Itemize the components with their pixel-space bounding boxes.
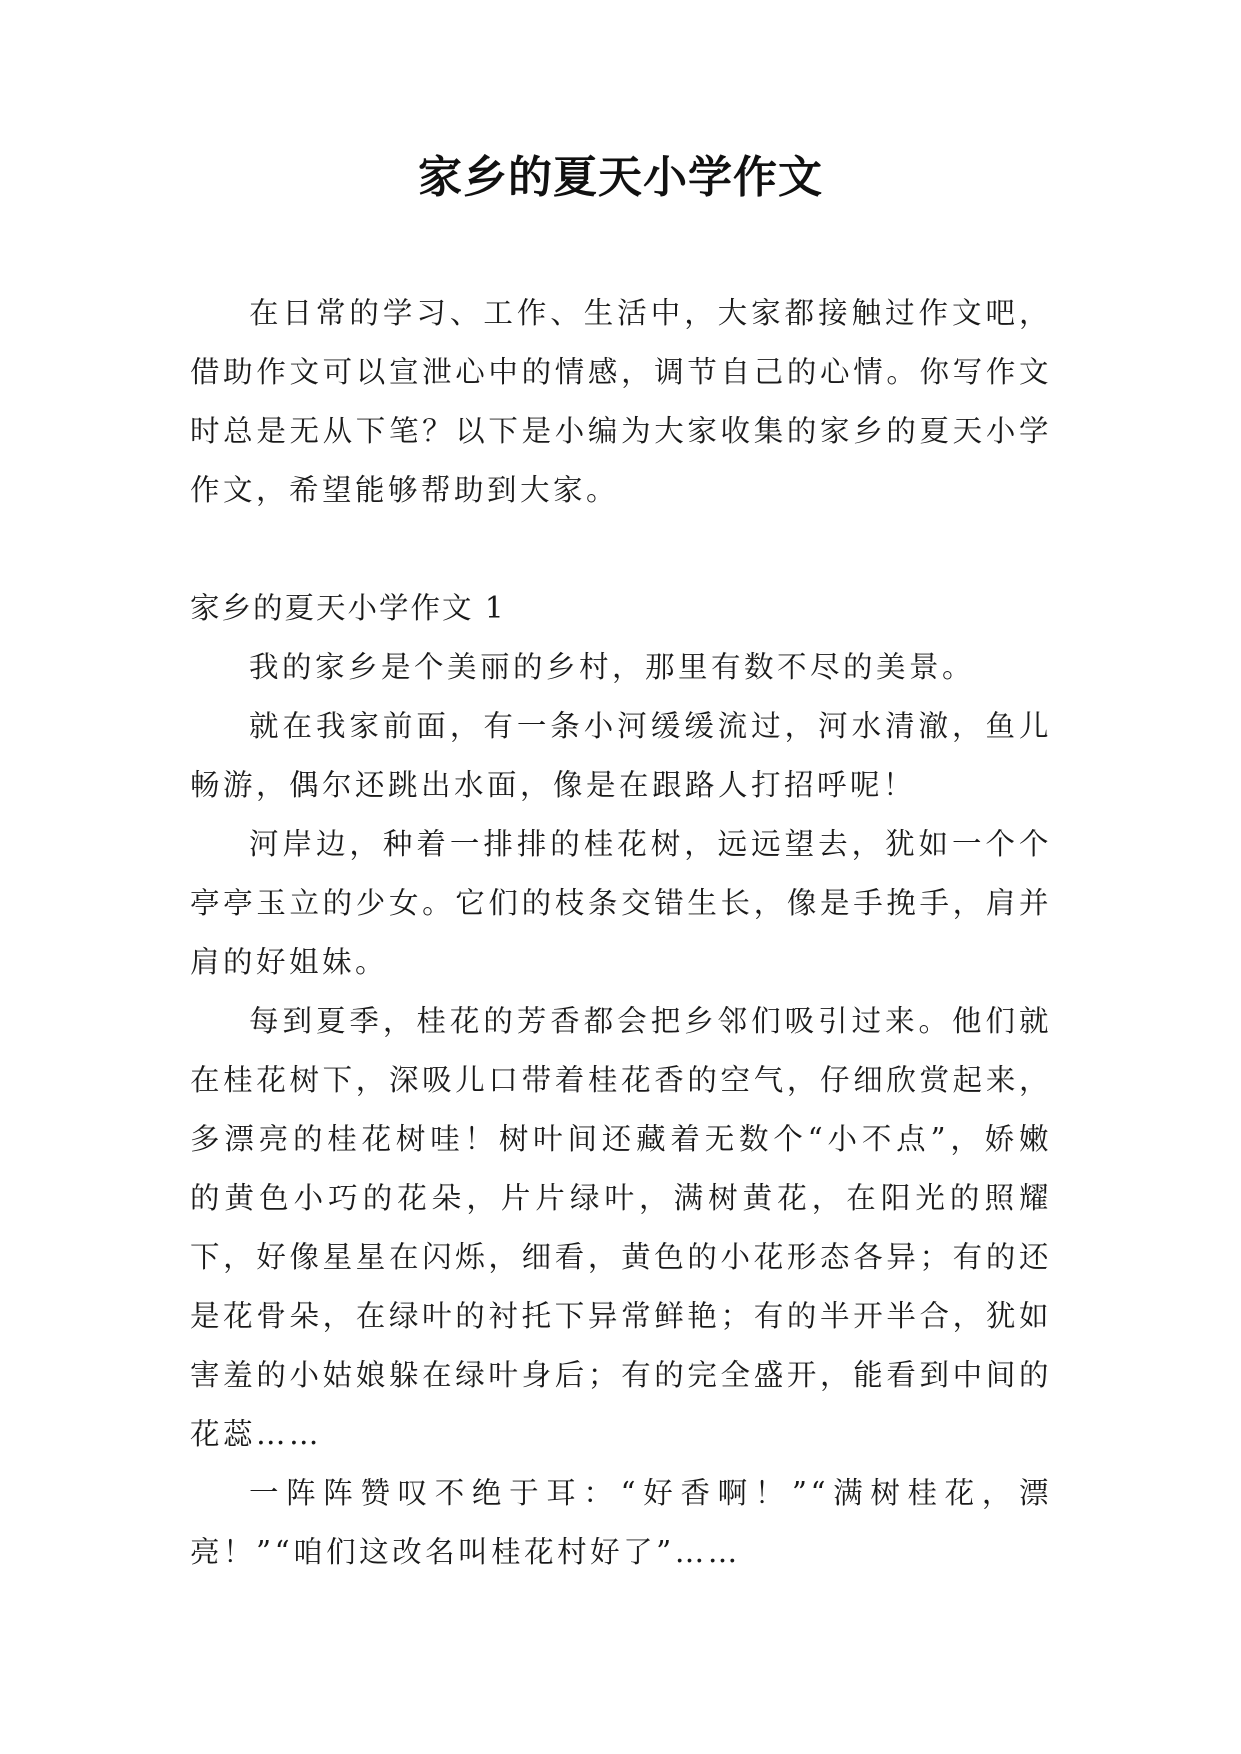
document-body bbox=[190, 284, 1052, 1582]
body-paragraph: 一阵阵赞叹不绝于耳：“好香啊！”“满树桂花，漂亮！”“咱们这改名叫桂花村好了”…… bbox=[190, 1476, 1052, 1569]
body-paragraph: 河岸边，种着一排排的桂花树，远远望去，犹如一个个亭亭玉立的少女。它们的枝条交错生长，像是手挽手，肩并肩的好姐妹。 bbox=[190, 827, 1052, 979]
body-paragraph: 每到夏季，桂花的芳香都会把乡邻们吸引过来。他们就在桂花树下，深吸儿口带着桂花香的空气，仔细欣赏起来，多漂亮的桂花树哇！树叶间还藏着无数个“小不点”，娇嫩的黄色小巧的花朵，片片绿叶，满树黄花，在阳光的照耀下，好像星星在闪烁，细看，黄色的小花形态各异；有的还是花骨朵，在绿叶的衬托下异常鲜艳；有的半开半合，犹如害羞的小姑娘躲在绿叶身后；有的完全盛开，能看到中间的花蕊…… bbox=[190, 1004, 1052, 1451]
intro-paragraph: 在日常的学习、工作、生活中，大家都接触过作文吧，借助作文可以宣泄心中的情感，调节自己的心情。你写作文时总是无从下笔？以下是小编为大家收集的家乡的夏天小学作文，希望能够帮助到大家。 bbox=[190, 296, 1052, 507]
document-title: 家乡的夏天小学作文 bbox=[418, 152, 823, 203]
section-heading: 家乡的夏天小学作文 1 bbox=[190, 591, 506, 625]
body-paragraph: 我的家乡是个美丽的乡村，那里有数不尽的美景。 bbox=[249, 650, 976, 684]
body-paragraph: 就在我家前面，有一条小河缓缓流过，河水清澈，鱼儿畅游，偶尔还跳出水面，像是在跟路人打招呼呢！ bbox=[190, 709, 1052, 802]
